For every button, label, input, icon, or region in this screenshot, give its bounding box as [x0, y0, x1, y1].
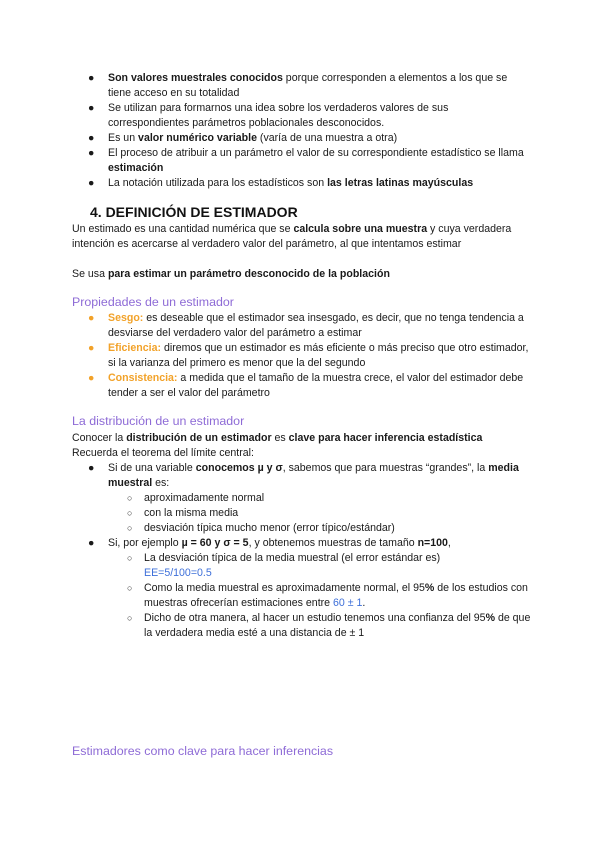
bullet-icon: ●: [88, 132, 95, 144]
clt-paragraph: Recuerda el teorema del límite central:: [72, 447, 254, 459]
bullet-icon: ●: [88, 462, 95, 474]
properties-heading: Propiedades de un estimador: [72, 295, 234, 309]
sub-list-item: ○ La desviación típica de la media muestral (el error estándar es) EE=5/100=0.5: [127, 552, 441, 579]
list-item: ● Se utilizan para formarnos una idea sobre los verdaderos valores de sus correspondientes parámetros poblacionales desconocidos.: [88, 102, 449, 129]
distribution-paragraph: Conocer la distribución de un estimador es clave para hacer inferencia estadística: [72, 432, 483, 444]
circle-bullet-icon: ○: [127, 583, 133, 593]
bullet-icon: ●: [88, 342, 95, 354]
bullet-icon: ●: [88, 372, 95, 384]
circle-bullet-icon: ○: [127, 493, 133, 503]
list-item: ● La notación utilizada para los estadísticos son las letras latinas mayúsculas: [88, 177, 474, 189]
list-item: ● Es un valor numérico variable (varía de una muestra a otra): [88, 132, 398, 144]
usage-paragraph: Se usa para estimar un parámetro desconocido de la población: [72, 268, 390, 280]
section-heading: 4. DEFINICIÓN DE ESTIMADOR: [90, 204, 298, 220]
circle-bullet-icon: ○: [127, 613, 133, 623]
circle-bullet-icon: ○: [127, 523, 133, 533]
sub-list-item: ○ Dicho de otra manera, al hacer un estudio tenemos una confianza del 95% de que la verdadera media esté a una distancia de ± 1: [127, 612, 531, 639]
bullet-icon: ●: [88, 537, 95, 549]
bullet-icon: ●: [88, 102, 95, 114]
standard-error-formula: EE=5/100=0.5: [144, 567, 212, 579]
circle-bullet-icon: ○: [127, 553, 133, 563]
sub-list-item: ○ con la misma media: [127, 507, 239, 519]
sub-list-item: ○ Como la media muestral es aproximadamente normal, el 95% de los estudios con muestras ofrecerían estimaciones entre 60 ± 1.: [127, 582, 528, 609]
bullet-icon: ●: [88, 177, 95, 189]
properties-list: [72, 311, 532, 401]
clt-list: [72, 461, 532, 641]
sub-list-item: ○ desviación típica mucho menor (error típico/estándar): [127, 522, 395, 534]
list-item: ● El proceso de atribuir a un parámetro el valor de su correspondiente estadístico se llama estimación: [88, 147, 524, 174]
list-item: ● Consistencia: a medida que el tamaño de la muestra crece, el valor del estimador debe tender a ser el valor del parámetro: [88, 372, 524, 399]
list-item: ● Si, por ejemplo µ = 60 y σ = 5, y obtenemos muestras de tamaño n=100,: [88, 537, 451, 549]
circle-bullet-icon: ○: [127, 508, 133, 518]
list-item: ● Son valores muestrales conocidos porque corresponden a elementos a los que se tiene acceso en su totalidad: [88, 72, 508, 99]
statistics-list: [72, 71, 532, 191]
bullet-icon: ●: [88, 147, 95, 159]
list-item: ● Eficiencia: diremos que un estimador es más eficiente o más preciso que otro estimador, si la varianza del primero es menor que la del segundo: [88, 342, 529, 369]
bullet-icon: ●: [88, 312, 95, 324]
list-item: ● Si de una variable conocemos µ y σ, sabemos que para muestras “grandes”, la media muestral es:: [88, 462, 519, 489]
inference-heading: Estimadores como clave para hacer inferencias: [72, 744, 334, 758]
bullet-icon: ●: [88, 72, 95, 84]
list-item: ● Sesgo: es deseable que el estimador sea insesgado, es decir, que no tenga tendencia a desviarse del verdadero valor del parámetro a estimar: [88, 312, 524, 339]
definition-paragraph: Un estimado es una cantidad numérica que se calcula sobre una muestra y cuya verdadera intención es acercarse al verdadero valor del parámetro, al que intentamos estimar: [72, 223, 512, 250]
sub-list-item: ○ aproximadamente normal: [127, 492, 265, 504]
distribution-heading: La distribución de un estimador: [72, 414, 245, 428]
